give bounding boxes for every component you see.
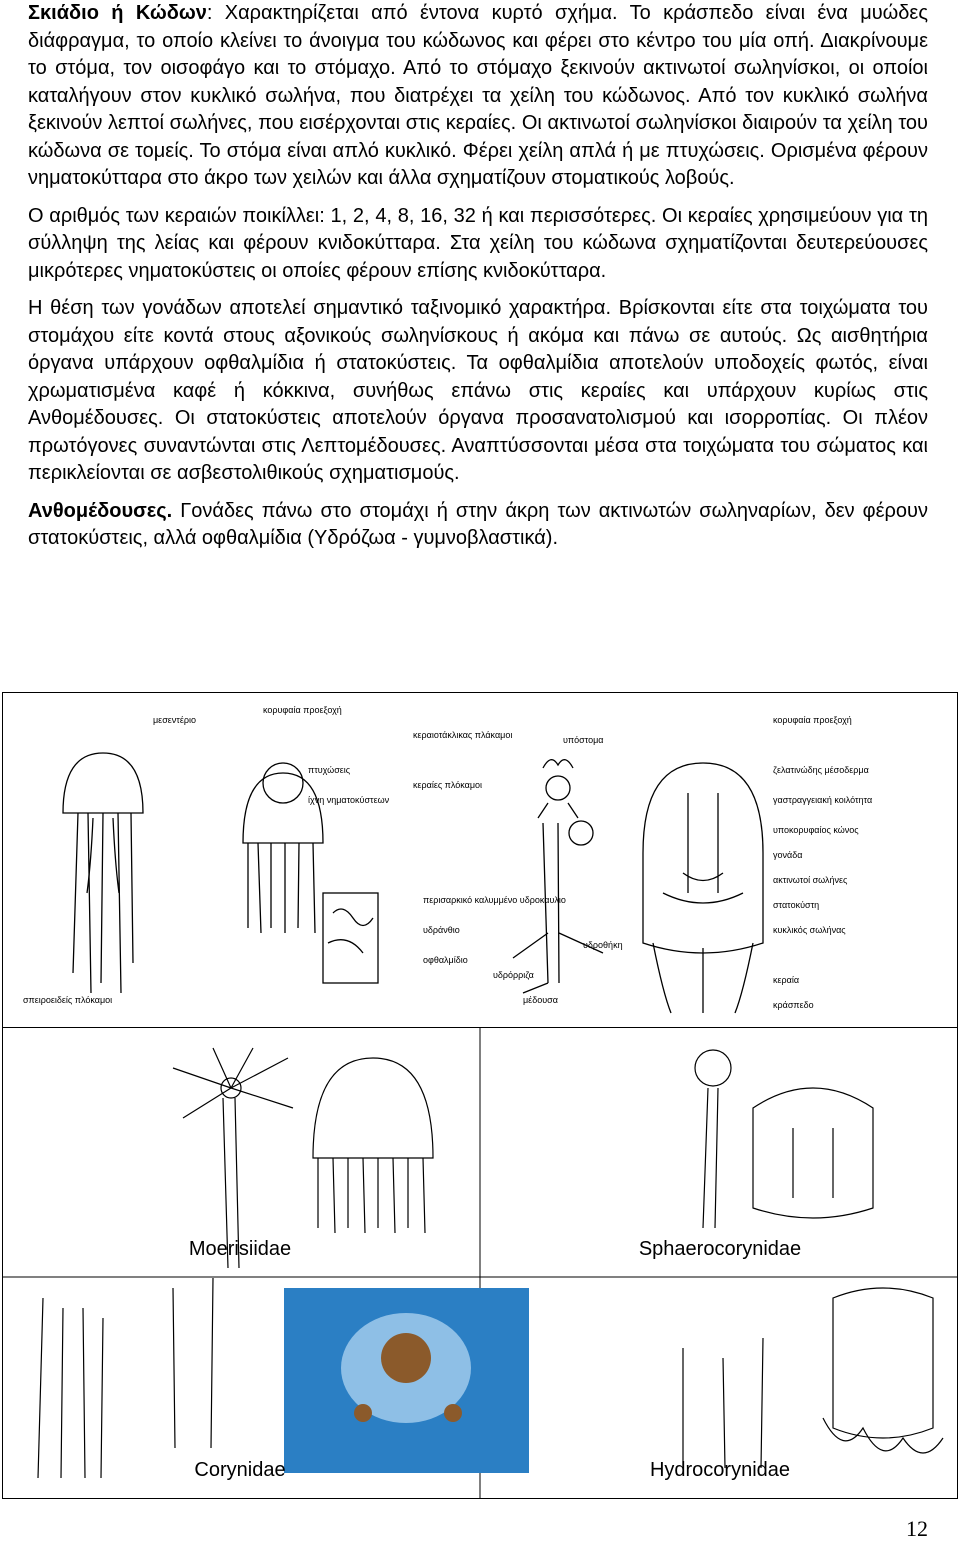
moerisiidae-medusa-bell: [313, 1058, 433, 1158]
label-velum: κράσπεδο: [773, 1000, 814, 1010]
label-folds: πτυχώσεις: [308, 765, 351, 775]
hydrocorynidae-polyp-stalks: [683, 1338, 763, 1468]
anatomy-drawings: [3, 693, 957, 1027]
detail-drawing: [328, 909, 373, 953]
body-text: [28, 0, 928, 563]
label-tentacle-pads: κεραίες πλόκαμοι: [413, 780, 483, 790]
paragraph-gonads: Η θέση των γονάδων αποτελεί σημαντικό ταξινομικό χαρακτήρα. Βρίσκονται είτε στα τοιχώματα του στομάχου είτε κοντά στους αξονικούς σωληνίσκους ή ακόμα και πάνω σε αυτούς. Ως αισθητήρια όργανα υπάρχουν οφθαλμίδια ή στατοκύστεις. Τα οφθαλμίδια αποτελούν υποδοχείς φωτός, είναι χρωματισμένα καφέ ή κόκκινα, συνήθως επάνω στις κεραίες και υπάρχουν κυρίως στις Ανθομέδουσες. Οι στατοκύστεις αποτελούν όργανα προσανατολισμού και ισορροπίας. Οι πλέον πρωτόγονες συναντώνται στις Λεπτομέδουσες. Αναπτύσσονται μέσα στα τοιχώματα του σώματος και περικλείονται σε ασβεστολιθικούς σχηματισμούς.: [28, 297, 928, 484]
sphaerocorynidae-polyp-stalk: [703, 1088, 718, 1228]
label-subumbrella: υπόστομα: [563, 735, 604, 745]
medusa-2-bell: [243, 773, 323, 843]
label-apical-canal: κορυφαία προεξοχή: [773, 715, 852, 725]
medusa-3-bell: [643, 763, 763, 953]
paragraph-anthomedusae-text: Γονάδες πάνω στο στομάχι ή στην άκρη των ακτινωτών σωληναρίων, δεν φέρουν στατοκύστεις, αλλά οφθαλμίδια (Υδρόζωα - γυμνοβλαστικά).: [28, 499, 928, 549]
hydroid-head: [546, 776, 570, 800]
family-grid: [2, 1027, 958, 1499]
detail-panel: [323, 893, 378, 983]
label-gelatinous: ζελατινώδης μέσοδερμα: [773, 765, 869, 775]
term-anthomedusae: Ανθομέδουσες.: [28, 499, 173, 522]
hydrocorynidae-medusa-bell: [833, 1288, 933, 1438]
label-spiral-tentacles: σπειροειδείς πλόκαμοι: [23, 995, 113, 1005]
hydroid-bud: [569, 821, 593, 845]
paragraph-anthomedusae: [28, 498, 928, 553]
sphaerocorynidae-medusa-canals: [793, 1128, 833, 1198]
anatomy-diagram: [2, 692, 958, 1028]
hydrocorynidae-tentacle-tangle: [823, 1418, 943, 1453]
moerisiidae-medusa-tentacles: [318, 1158, 425, 1233]
label-circular-canal: κυκλικός σωλήνας: [773, 925, 846, 935]
label-radial-canals: ακτινωτοί σωλήνες: [773, 875, 848, 885]
medusa-1-bell: [63, 753, 143, 813]
label-perisarc: περισαρκικό καλυμμένο υδροκαυλιο: [423, 895, 566, 905]
paragraph-umbrella: [28, 0, 928, 193]
label-mesentery: μεσεντέριο: [153, 715, 196, 725]
photo-tentacle-bulb-left: [354, 1404, 372, 1422]
label-gastrovascular: γαστραγγειακή κοιλότητα: [773, 795, 873, 805]
term-umbrella: Σκιάδιο ή Κώδων: [28, 2, 207, 24]
label-statocyst: στατοκύστη: [773, 900, 820, 910]
label-tentacle-plates: κεραιοτάκλικας πλάκαμοι: [413, 730, 513, 740]
medusa-1-tentacles: [73, 813, 133, 993]
family-label-hydrocorynidae: Hydrocorynidae: [649, 1459, 791, 1481]
label-nematocyst-trace: ίχνη νηματοκύστεων: [308, 795, 390, 805]
label-stolon: υδρόρριζα: [493, 970, 534, 980]
label-apical-process: κορυφαία προεξοχή: [263, 705, 342, 715]
paragraph-tentacles: Ο αριθμός των κεραιών ποικίλλει: 1, 2, 4, 8, 16, 32 ή και περισσότερες. Οι κεραίες χρησιμεύουν για τη σύλληψη της λείας και φέρουν κνιδοκύτταρα. Στα χείλη του κώδωνα σχηματίζονται δευτερεύουσες μικρότερες νηματοκύστεις οι οποίες φέρουν επίσης κνιδοκύτταρα.: [28, 204, 928, 282]
sphaerocorynidae-medusa-bell: [753, 1088, 873, 1218]
page-number: 12: [906, 1516, 928, 1541]
family-label-corynidae: Corynidae: [194, 1459, 286, 1481]
photo-stomach: [381, 1333, 431, 1383]
family-drawings: [3, 1028, 957, 1498]
corynidae-polyp-stalks: [173, 1278, 213, 1448]
label-tentacle: κεραία: [773, 975, 800, 985]
label-gonad: γονάδα: [773, 850, 803, 860]
family-label-sphaerocorynidae: Sphaerocorynidae: [638, 1238, 802, 1260]
label-ocellus: οφθαλμίδιο: [423, 955, 468, 965]
family-label-moerisiidae: Moerisiidae: [188, 1238, 292, 1260]
photo-tentacle-bulb-right: [444, 1404, 462, 1422]
corynidae-medusa-tentacles: [38, 1298, 103, 1478]
paragraph-umbrella-text: : Χαρακτηρίζεται από έντονα κυρτό σχήμα. Το κράσπεδο είναι ένα μυώδες διάφραγμα, το οποίο κλείνει το άνοιγμα του κώδωνος και φέρει στο κέντρο του μία οπή. Διακρίνουμε το στόμα, τον οισοφάγο και το στόμαχο. Από το στόμαχο ξεκινούν ακτινωτοί σωληνίσκοι, οι οποίοι καταλήγουν στον κυκλικό σωλήνα, που διατρέχει τα χείλη του κώδωνος. Από τον κυκλικό σωλήνα ξεκινούν λεπτοί σωλήνες, που εισέρχονται στις κεραίες. Οι ακτινωτοί σωληνίσκοι διαιρούν τα χείλη του κώδωνα σε τομείς. Το στόμα είναι απλό κυκλικό. Φέρει χείλη απλά ή με πτυχώσεις. Ορισμένα φέρουν νηματοκύτταρα στο άκρο των χειλών και άλλα σχηματίζουν στοματικούς λοβούς.: [28, 2, 928, 189]
medusa-3-tentacles: [653, 943, 753, 1013]
sphaerocorynidae-polyp-head: [695, 1050, 731, 1086]
label-hydranth: υδράνθιο: [423, 925, 460, 935]
medusa-2-gonad: [263, 763, 303, 803]
label-medusa-bud: μέδουσα: [523, 995, 558, 1005]
moerisiidae-polyp-tentacles: [173, 1048, 293, 1118]
label-hydrotheca: υδροθήκη: [583, 940, 623, 950]
hydroid-tentacles: [538, 760, 578, 818]
label-apical-cavity: υποκορυφαίος κώνος: [773, 825, 859, 835]
medusa-3-velum: [663, 893, 743, 903]
medusa-3-manubrium: [683, 793, 723, 893]
medusa-2-tentacles: [248, 843, 315, 933]
